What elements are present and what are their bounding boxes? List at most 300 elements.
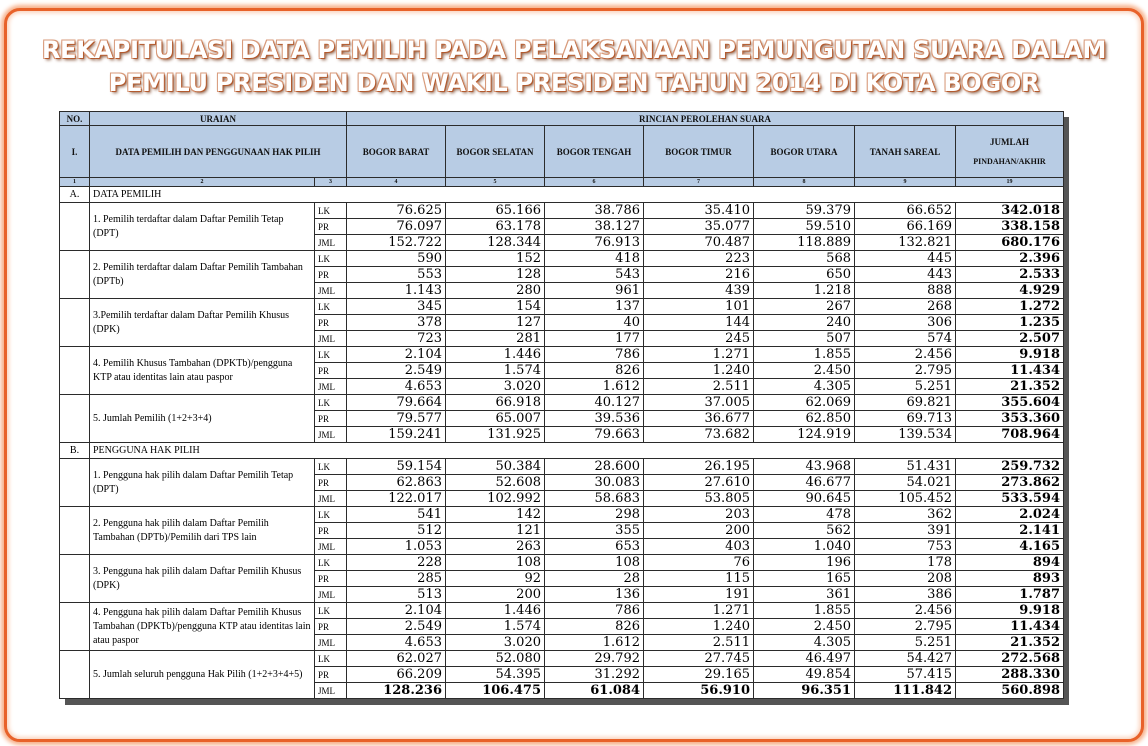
value-cell: 76: [644, 555, 754, 571]
value-cell: 54.395: [446, 667, 545, 683]
header-section-no: I.: [60, 126, 90, 178]
value-cell: 191: [644, 587, 754, 603]
row-description: 3.Pemilih terdaftar dalam Daftar Pemilih Khusus (DPK): [90, 299, 315, 347]
value-cell: 2.450: [754, 619, 855, 635]
value-cell: 177: [545, 331, 644, 347]
total-cell: 1.272: [956, 299, 1064, 315]
value-cell: 66.918: [446, 395, 545, 411]
value-cell: 4.653: [347, 379, 446, 395]
value-cell: 31.292: [545, 667, 644, 683]
row-description: 2. Pengguna hak pilih dalam Daftar Pemilih Tambahan (DPTb)/Pemilih dari TPS lain: [90, 507, 315, 555]
value-cell: 58.683: [545, 491, 644, 507]
gender-code: LK: [315, 251, 347, 267]
value-cell: 108: [446, 555, 545, 571]
value-cell: 574: [855, 331, 956, 347]
total-cell: 1.235: [956, 315, 1064, 331]
section-code: A.: [60, 187, 90, 203]
value-cell: 478: [754, 507, 855, 523]
gender-code: JML: [315, 235, 347, 251]
value-cell: 386: [855, 587, 956, 603]
value-cell: 723: [347, 331, 446, 347]
section-row: [60, 187, 1064, 203]
total-cell: 893: [956, 571, 1064, 587]
value-cell: 2.104: [347, 603, 446, 619]
header-index-cell: 2: [90, 178, 315, 187]
value-cell: 124.919: [754, 427, 855, 443]
value-cell: 29.792: [545, 651, 644, 667]
value-cell: 66.652: [855, 203, 956, 219]
title-line-2: PEMILU PRESIDEN DAN WAKIL PRESIDEN TAHUN 2014 DI KOTA BOGOR: [108, 69, 1040, 97]
value-cell: 61.084: [545, 683, 644, 699]
value-cell: 445: [855, 251, 956, 267]
value-cell: 1.218: [754, 283, 855, 299]
value-cell: 228: [347, 555, 446, 571]
table-row: [60, 507, 1064, 523]
value-cell: 65.166: [446, 203, 545, 219]
value-cell: 115: [644, 571, 754, 587]
table-body: [60, 187, 1064, 699]
recap-table: [59, 111, 1064, 699]
row-description: 3. Pengguna hak pilih dalam Daftar Pemilih Khusus (DPK): [90, 555, 315, 603]
total-cell: 2.533: [956, 267, 1064, 283]
header-jumlah-line-2: PINDAHAN/AKHIR: [973, 156, 1046, 166]
value-cell: 361: [754, 587, 855, 603]
value-cell: 53.805: [644, 491, 754, 507]
gender-code: LK: [315, 347, 347, 363]
value-cell: 1.240: [644, 619, 754, 635]
blank-cell: [60, 251, 90, 299]
value-cell: 2.795: [855, 619, 956, 635]
total-cell: 259.732: [956, 459, 1064, 475]
blank-cell: [60, 395, 90, 443]
value-cell: 1.574: [446, 619, 545, 635]
header-index-cell: 7: [644, 178, 754, 187]
total-cell: 273.862: [956, 475, 1064, 491]
value-cell: 159.241: [347, 427, 446, 443]
value-cell: 69.821: [855, 395, 956, 411]
gender-code: PR: [315, 571, 347, 587]
total-cell: 355.604: [956, 395, 1064, 411]
value-cell: 69.713: [855, 411, 956, 427]
value-cell: 52.608: [446, 475, 545, 491]
gender-code: LK: [315, 203, 347, 219]
row-description: 1. Pemilih terdaftar dalam Daftar Pemilih Tetap (DPT): [90, 203, 315, 251]
value-cell: 62.027: [347, 651, 446, 667]
row-description: 4. Pemilih Khusus Tambahan (DPKTb)/pengguna KTP atau identitas lain atau paspor: [90, 347, 315, 395]
table-row: [60, 299, 1064, 315]
title-line-1: REKAPITULASI DATA PEMILIH PADA PELAKSANAAN PEMUNGUTAN SUARA DALAM: [41, 36, 1107, 64]
value-cell: 3.020: [446, 379, 545, 395]
value-cell: 2.549: [347, 619, 446, 635]
value-cell: 1.143: [347, 283, 446, 299]
value-cell: 105.452: [855, 491, 956, 507]
header-index-cell: 6: [545, 178, 644, 187]
value-cell: 108: [545, 555, 644, 571]
value-cell: 28: [545, 571, 644, 587]
value-cell: 144: [644, 315, 754, 331]
value-cell: 4.305: [754, 635, 855, 651]
gender-code: JML: [315, 587, 347, 603]
gender-code: LK: [315, 299, 347, 315]
blank-cell: [60, 299, 90, 347]
header-col-tanah-sareal: TANAH SAREAL: [855, 126, 956, 178]
total-cell: 1.787: [956, 587, 1064, 603]
blank-cell: [60, 651, 90, 699]
section-code: B.: [60, 443, 90, 459]
table-row: [60, 603, 1064, 619]
value-cell: 128: [446, 267, 545, 283]
value-cell: 2.456: [855, 347, 956, 363]
value-cell: 65.007: [446, 411, 545, 427]
value-cell: 62.863: [347, 475, 446, 491]
total-cell: 21.352: [956, 635, 1064, 651]
value-cell: 29.165: [644, 667, 754, 683]
value-cell: 79.664: [347, 395, 446, 411]
total-cell: 272.568: [956, 651, 1064, 667]
row-description: 5. Jumlah Pemilih (1+2+3+4): [90, 395, 315, 443]
gender-code: LK: [315, 459, 347, 475]
value-cell: 1.446: [446, 347, 545, 363]
header-col-bogor-tengah: BOGOR TENGAH: [545, 126, 644, 178]
value-cell: 59.154: [347, 459, 446, 475]
value-cell: 4.305: [754, 379, 855, 395]
value-cell: 152.722: [347, 235, 446, 251]
value-cell: 961: [545, 283, 644, 299]
value-cell: 281: [446, 331, 545, 347]
value-cell: 888: [855, 283, 956, 299]
value-cell: 76.913: [545, 235, 644, 251]
value-cell: 92: [446, 571, 545, 587]
value-cell: 49.854: [754, 667, 855, 683]
value-cell: 826: [545, 363, 644, 379]
total-cell: 533.594: [956, 491, 1064, 507]
value-cell: 3.020: [446, 635, 545, 651]
value-cell: 101: [644, 299, 754, 315]
value-cell: 73.682: [644, 427, 754, 443]
total-cell: 2.396: [956, 251, 1064, 267]
total-cell: 338.158: [956, 219, 1064, 235]
value-cell: 1.240: [644, 363, 754, 379]
section-label: DATA PEMILIH: [90, 187, 1064, 203]
value-cell: 507: [754, 331, 855, 347]
value-cell: 541: [347, 507, 446, 523]
header-row-top: [60, 112, 1064, 126]
value-cell: 35.077: [644, 219, 754, 235]
value-cell: 52.080: [446, 651, 545, 667]
total-cell: 9.918: [956, 603, 1064, 619]
blank-cell: [60, 203, 90, 251]
total-cell: 708.964: [956, 427, 1064, 443]
value-cell: 106.475: [446, 683, 545, 699]
value-cell: 139.534: [855, 427, 956, 443]
total-cell: 2.507: [956, 331, 1064, 347]
row-description: 4. Pengguna hak pilih dalam Daftar Pemilih Khusus Tambahan (DPKTb)/pengguna KTP atau identitas lain atau paspor: [90, 603, 315, 651]
value-cell: 111.842: [855, 683, 956, 699]
value-cell: 121: [446, 523, 545, 539]
value-cell: 2.511: [644, 379, 754, 395]
table-row: [60, 459, 1064, 475]
value-cell: 63.178: [446, 219, 545, 235]
header-index-cell: 19: [956, 178, 1064, 187]
value-cell: 562: [754, 523, 855, 539]
value-cell: 200: [644, 523, 754, 539]
header-row-main: [60, 126, 1064, 178]
value-cell: 568: [754, 251, 855, 267]
value-cell: 35.410: [644, 203, 754, 219]
header-index-cell: 4: [347, 178, 446, 187]
header-col-bogor-barat: BOGOR BARAT: [347, 126, 446, 178]
value-cell: 59.510: [754, 219, 855, 235]
value-cell: 263: [446, 539, 545, 555]
value-cell: 46.497: [754, 651, 855, 667]
total-cell: 4.929: [956, 283, 1064, 299]
value-cell: 590: [347, 251, 446, 267]
value-cell: 40.127: [545, 395, 644, 411]
value-cell: 355: [545, 523, 644, 539]
value-cell: 200: [446, 587, 545, 603]
value-cell: 391: [855, 523, 956, 539]
header-col-bogor-selatan: BOGOR SELATAN: [446, 126, 545, 178]
gender-code: JML: [315, 331, 347, 347]
value-cell: 38.127: [545, 219, 644, 235]
value-cell: 59.379: [754, 203, 855, 219]
value-cell: 306: [855, 315, 956, 331]
header-uraian: URAIAN: [90, 112, 347, 126]
value-cell: 90.645: [754, 491, 855, 507]
value-cell: 178: [855, 555, 956, 571]
value-cell: 4.653: [347, 635, 446, 651]
value-cell: 79.577: [347, 411, 446, 427]
value-cell: 786: [545, 347, 644, 363]
total-cell: 288.330: [956, 667, 1064, 683]
value-cell: 650: [754, 267, 855, 283]
blank-cell: [60, 347, 90, 395]
value-cell: 118.889: [754, 235, 855, 251]
header-section-label: DATA PEMILIH DAN PENGGUNAAN HAK PILIH: [90, 126, 347, 178]
value-cell: 137: [545, 299, 644, 315]
header-index-cell: 8: [754, 178, 855, 187]
table-row: [60, 203, 1064, 219]
value-cell: 28.600: [545, 459, 644, 475]
value-cell: 2.450: [754, 363, 855, 379]
value-cell: 51.431: [855, 459, 956, 475]
value-cell: 2.104: [347, 347, 446, 363]
value-cell: 54.021: [855, 475, 956, 491]
total-cell: 560.898: [956, 683, 1064, 699]
value-cell: 40: [545, 315, 644, 331]
value-cell: 76.625: [347, 203, 446, 219]
header-col-bogor-timur: BOGOR TIMUR: [644, 126, 754, 178]
value-cell: 5.251: [855, 379, 956, 395]
value-cell: 128.344: [446, 235, 545, 251]
value-cell: 285: [347, 571, 446, 587]
value-cell: 653: [545, 539, 644, 555]
blank-cell: [60, 459, 90, 507]
total-cell: 11.434: [956, 363, 1064, 379]
recap-table-container: [59, 111, 1063, 699]
gender-code: JML: [315, 283, 347, 299]
gender-code: JML: [315, 683, 347, 699]
value-cell: 268: [855, 299, 956, 315]
total-cell: 680.176: [956, 235, 1064, 251]
header-no: NO.: [60, 112, 90, 126]
value-cell: 62.069: [754, 395, 855, 411]
row-description: 1. Pengguna hak pilih dalam Daftar Pemilih Tetap (DPT): [90, 459, 315, 507]
total-cell: 9.918: [956, 347, 1064, 363]
value-cell: 1.446: [446, 603, 545, 619]
value-cell: 56.910: [644, 683, 754, 699]
value-cell: 418: [545, 251, 644, 267]
value-cell: 1.855: [754, 347, 855, 363]
gender-code: PR: [315, 267, 347, 283]
header-col-bogor-utara: BOGOR UTARA: [754, 126, 855, 178]
gender-code: PR: [315, 315, 347, 331]
gender-code: JML: [315, 427, 347, 443]
value-cell: 1.612: [545, 635, 644, 651]
value-cell: 136: [545, 587, 644, 603]
gender-code: PR: [315, 523, 347, 539]
gender-code: LK: [315, 603, 347, 619]
value-cell: 1.271: [644, 347, 754, 363]
value-cell: 223: [644, 251, 754, 267]
value-cell: 154: [446, 299, 545, 315]
value-cell: 2.511: [644, 635, 754, 651]
value-cell: 79.663: [545, 427, 644, 443]
blank-cell: [60, 555, 90, 603]
total-cell: 894: [956, 555, 1064, 571]
value-cell: 66.209: [347, 667, 446, 683]
header-col-jumlah: [956, 126, 1064, 178]
gender-code: JML: [315, 635, 347, 651]
total-cell: 2.024: [956, 507, 1064, 523]
table-row: [60, 555, 1064, 571]
value-cell: 128.236: [347, 683, 446, 699]
header-index-cell: 9: [855, 178, 956, 187]
value-cell: 37.005: [644, 395, 754, 411]
gender-code: JML: [315, 491, 347, 507]
value-cell: 216: [644, 267, 754, 283]
value-cell: 102.992: [446, 491, 545, 507]
value-cell: 362: [855, 507, 956, 523]
gender-code: PR: [315, 363, 347, 379]
value-cell: 443: [855, 267, 956, 283]
value-cell: 50.384: [446, 459, 545, 475]
gender-code: LK: [315, 555, 347, 571]
gender-code: LK: [315, 507, 347, 523]
value-cell: 96.351: [754, 683, 855, 699]
value-cell: 403: [644, 539, 754, 555]
value-cell: 439: [644, 283, 754, 299]
value-cell: 70.487: [644, 235, 754, 251]
value-cell: 280: [446, 283, 545, 299]
header-index-row: [60, 178, 1064, 187]
value-cell: 39.536: [545, 411, 644, 427]
value-cell: 2.456: [855, 603, 956, 619]
value-cell: 38.786: [545, 203, 644, 219]
value-cell: 267: [754, 299, 855, 315]
value-cell: 1.271: [644, 603, 754, 619]
total-cell: 11.434: [956, 619, 1064, 635]
value-cell: 132.821: [855, 235, 956, 251]
table-row: [60, 347, 1064, 363]
gender-code: JML: [315, 539, 347, 555]
value-cell: 245: [644, 331, 754, 347]
value-cell: 826: [545, 619, 644, 635]
value-cell: 786: [545, 603, 644, 619]
value-cell: 36.677: [644, 411, 754, 427]
total-cell: 4.165: [956, 539, 1064, 555]
value-cell: 345: [347, 299, 446, 315]
value-cell: 127: [446, 315, 545, 331]
gender-code: PR: [315, 411, 347, 427]
table-row: [60, 395, 1064, 411]
value-cell: 54.427: [855, 651, 956, 667]
value-cell: 122.017: [347, 491, 446, 507]
page-title: [0, 34, 1148, 100]
value-cell: 57.415: [855, 667, 956, 683]
value-cell: 512: [347, 523, 446, 539]
header-rincian: RINCIAN PEROLEHAN SUARA: [347, 112, 1064, 126]
value-cell: 26.195: [644, 459, 754, 475]
value-cell: 1.053: [347, 539, 446, 555]
gender-code: LK: [315, 651, 347, 667]
header-jumlah-line-1: JUMLAH: [990, 136, 1029, 147]
value-cell: 196: [754, 555, 855, 571]
value-cell: 240: [754, 315, 855, 331]
value-cell: 27.745: [644, 651, 754, 667]
value-cell: 298: [545, 507, 644, 523]
value-cell: 165: [754, 571, 855, 587]
value-cell: 46.677: [754, 475, 855, 491]
blank-cell: [60, 507, 90, 555]
gender-code: PR: [315, 475, 347, 491]
gender-code: LK: [315, 395, 347, 411]
value-cell: 378: [347, 315, 446, 331]
value-cell: 43.968: [754, 459, 855, 475]
value-cell: 208: [855, 571, 956, 587]
value-cell: 27.610: [644, 475, 754, 491]
total-cell: 342.018: [956, 203, 1064, 219]
row-description: 5. Jumlah seluruh pengguna Hak Pilih (1+2+3+4+5): [90, 651, 315, 699]
value-cell: 30.083: [545, 475, 644, 491]
header-index-cell: 3: [315, 178, 347, 187]
blank-cell: [60, 603, 90, 651]
section-row: [60, 443, 1064, 459]
value-cell: 152: [446, 251, 545, 267]
gender-code: PR: [315, 219, 347, 235]
value-cell: 131.925: [446, 427, 545, 443]
gender-code: JML: [315, 379, 347, 395]
row-description: 2. Pemilih terdaftar dalam Daftar Pemilih Tambahan (DPTb): [90, 251, 315, 299]
value-cell: 5.251: [855, 635, 956, 651]
value-cell: 513: [347, 587, 446, 603]
value-cell: 62.850: [754, 411, 855, 427]
value-cell: 142: [446, 507, 545, 523]
total-cell: 21.352: [956, 379, 1064, 395]
value-cell: 1.612: [545, 379, 644, 395]
value-cell: 2.795: [855, 363, 956, 379]
header-index-cell: 5: [446, 178, 545, 187]
total-cell: 2.141: [956, 523, 1064, 539]
total-cell: 353.360: [956, 411, 1064, 427]
value-cell: 753: [855, 539, 956, 555]
value-cell: 76.097: [347, 219, 446, 235]
value-cell: 543: [545, 267, 644, 283]
value-cell: 203: [644, 507, 754, 523]
gender-code: PR: [315, 667, 347, 683]
gender-code: PR: [315, 619, 347, 635]
value-cell: 1.040: [754, 539, 855, 555]
